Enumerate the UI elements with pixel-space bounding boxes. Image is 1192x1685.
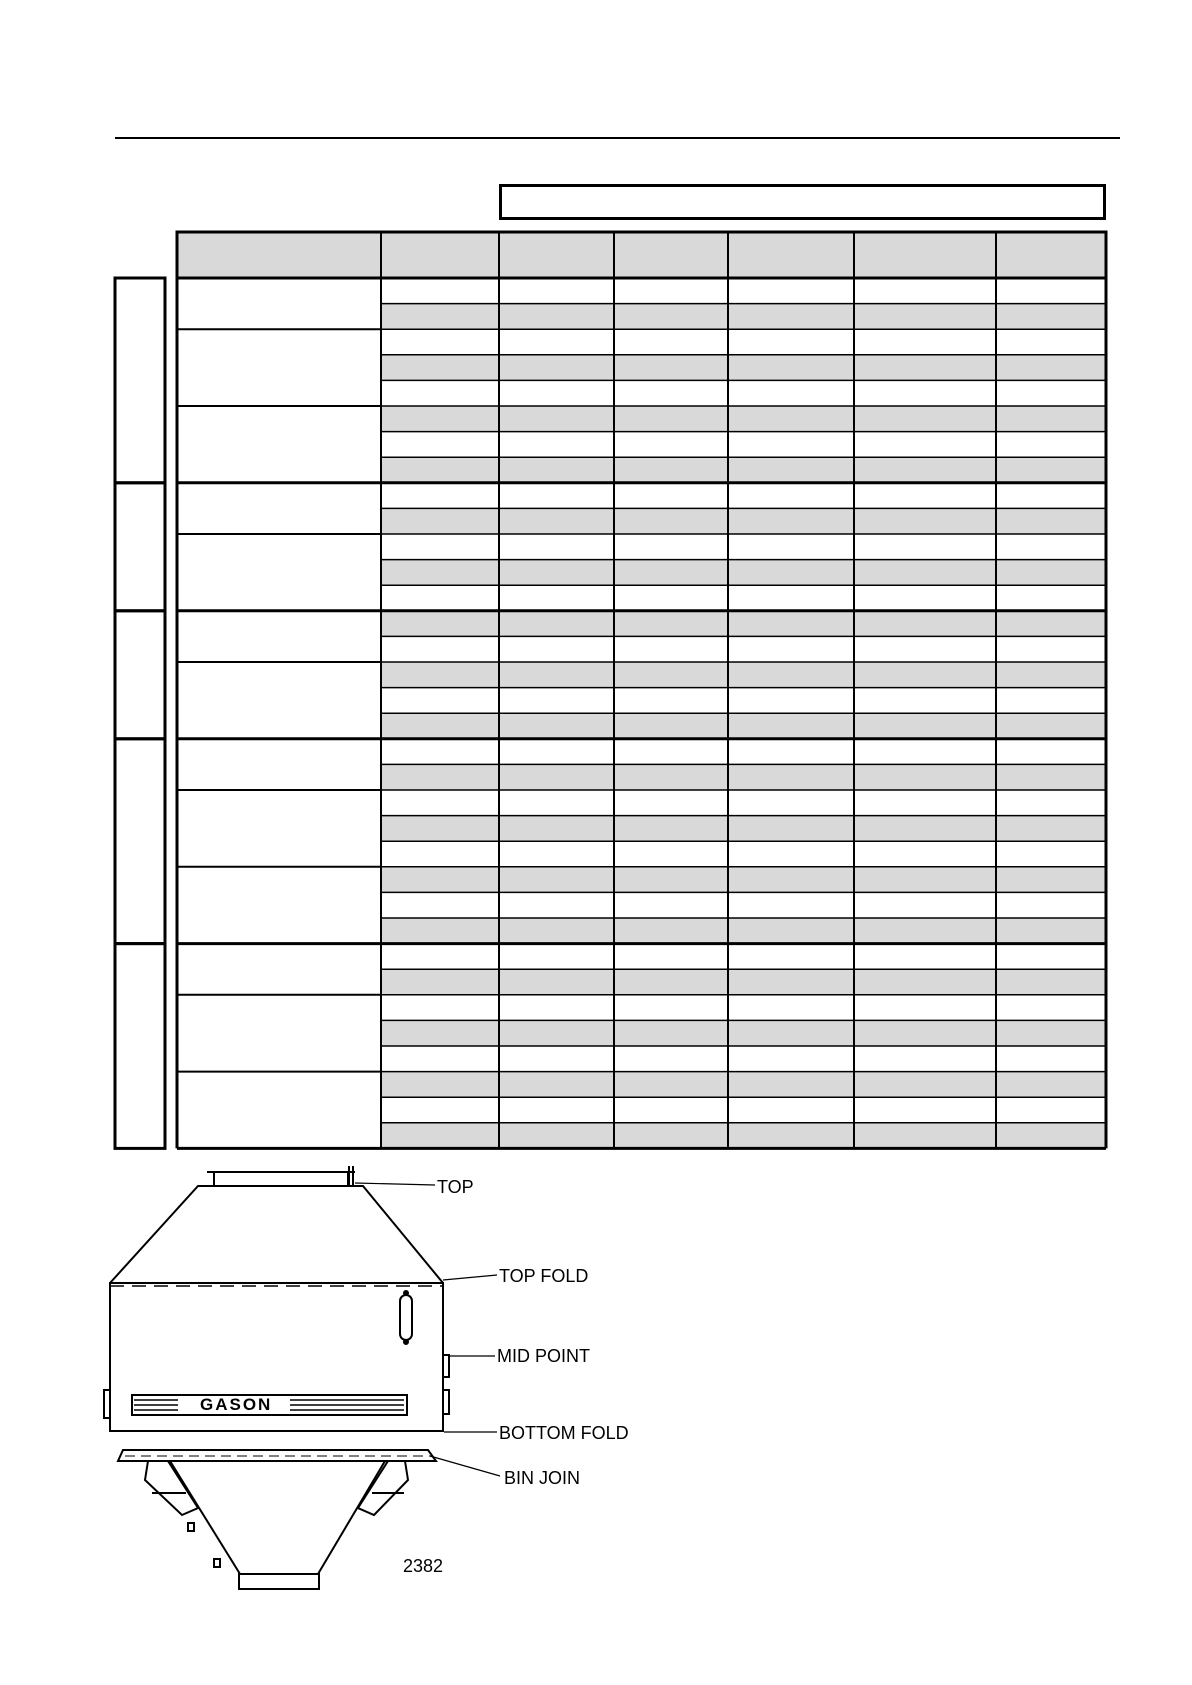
group-label-cell: [115, 483, 165, 611]
table-row-shaded: [381, 867, 1106, 893]
table-row-shaded: [381, 508, 1106, 534]
table-row-shaded: [381, 918, 1106, 944]
group-label-cell: [115, 944, 165, 1149]
table-row-shaded: [381, 816, 1106, 842]
table-header: [177, 232, 1106, 278]
table-row-shaded: [381, 713, 1106, 739]
table-row-shaded: [381, 355, 1106, 381]
label-bottom-fold: BOTTOM FOLD: [499, 1423, 629, 1443]
label-mid-point: MID POINT: [497, 1346, 590, 1366]
table-row-shaded: [381, 406, 1106, 432]
table-row-shaded: [381, 1123, 1106, 1149]
group-label-cell: [115, 739, 165, 944]
bin-drawing: [104, 1166, 500, 1589]
table-row-shaded: [381, 457, 1106, 483]
label-bin-join: BIN JOIN: [504, 1468, 581, 1488]
label-top: TOP: [437, 1177, 474, 1197]
group-label-cell: [115, 611, 165, 739]
group-label-cell: [115, 278, 165, 483]
table-row-shaded: [381, 560, 1106, 586]
table-row-shaded: [381, 611, 1106, 637]
table-row-shaded: [381, 304, 1106, 330]
figure-number: 2382: [403, 1556, 444, 1576]
table-row-shaded: [381, 1072, 1106, 1098]
table-row-shaded: [381, 969, 1106, 995]
table-row-shaded: [381, 662, 1106, 688]
gason-logo: GASON: [200, 1395, 273, 1414]
table-row-shaded: [381, 764, 1106, 790]
table-row-shaded: [381, 1020, 1106, 1046]
label-top-fold: TOP FOLD: [499, 1266, 589, 1286]
